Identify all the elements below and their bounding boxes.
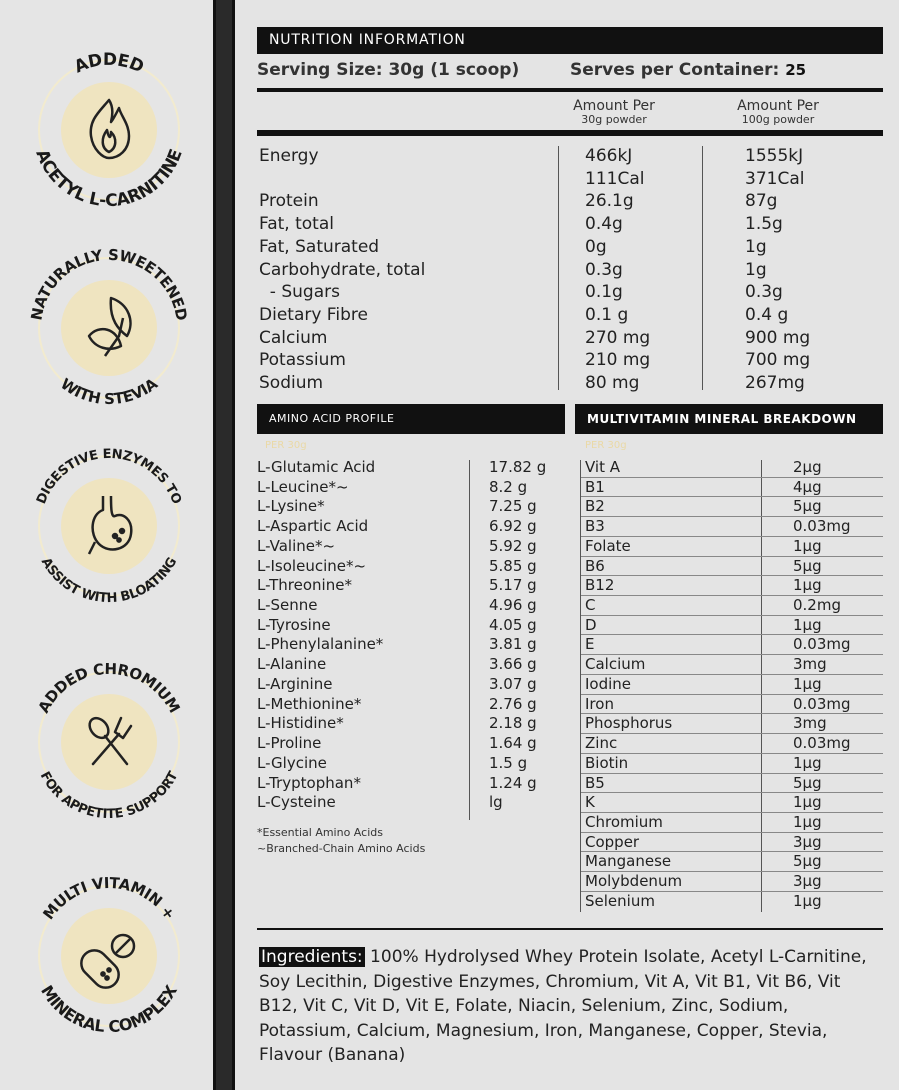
amino-value: lg [489,793,503,812]
nutrition-row [257,145,883,167]
amino-faint-label: PER 30g [265,440,307,451]
amount-30g: 80 mg [585,373,640,393]
row-divider [581,595,883,596]
amount-100g: 371Cal [745,168,805,189]
amino-row [257,457,567,477]
nutrition-title: NUTRITION INFORMATION [257,27,883,54]
amino-name: L-Aspartic Acid [257,517,369,536]
note-essential: *Essential Amino Acids [257,826,383,839]
badge-graphic [19,652,199,832]
row-divider [581,733,883,734]
mv-value: 5µg [793,773,822,792]
amino-value: 5.92 g [489,536,537,555]
amount-100g: 700 mg [745,350,811,371]
mv-value: 3µg [793,832,822,851]
row-divider [581,891,883,892]
multivitamin-row [581,891,883,911]
badge-digestive-enzymes [19,436,199,616]
amino-name: L-Lysine* [257,497,325,516]
nutrient-name: Calcium [259,327,328,348]
ingredients-label: Ingredients: [261,947,363,967]
amino-name: L-Cysteine [257,793,336,812]
mv-value: 1µg [793,674,822,693]
multivitamin-row [581,615,883,635]
mv-value: 2µg [793,458,822,476]
badge-graphic [19,436,199,616]
amount-100g: 1g [745,236,767,257]
col-sub: 100g powder [741,113,815,126]
amino-row [257,634,567,654]
mv-name: Calcium [585,655,646,674]
amino-row [257,615,567,635]
row-divider [581,871,883,872]
mv-value: 1µg [793,615,822,634]
amino-name: L-Tyrosine [257,615,331,634]
amount-100g: 267mg [745,373,805,393]
mv-name: Chromium [585,812,663,831]
amount-30g: 0.1g [585,282,623,303]
row-divider [581,634,883,635]
amount-30g: 466kJ [585,146,633,166]
multivitamin-row [581,773,883,793]
amount-30g: 0.3g [585,259,623,280]
row-divider [581,615,883,616]
mv-name: Vit A [585,458,621,476]
row-divider [581,713,883,714]
nutrition-row [257,281,883,303]
multivitamin-row [581,654,883,674]
amino-value: 2.76 g [489,694,537,713]
mv-name: D [585,615,597,634]
amino-name: L-Threonine* [257,576,352,595]
nutrition-panel [232,0,899,1090]
mv-value: 3mg [793,655,827,674]
nutrient-name: Fat, Saturated [259,236,380,257]
multivitamin-row [581,694,883,714]
amino-value: 1.5 g [489,753,528,772]
amino-value: 2.18 g [489,714,537,733]
multivitamin-row [581,575,883,595]
amino-name: L-Valine*~ [257,536,336,555]
nutrient-name: Fat, total [259,214,334,235]
mv-name: B2 [585,497,605,516]
mv-value: 0.2mg [793,596,841,615]
mv-name: Iodine [585,674,632,693]
row-divider [581,575,883,576]
row-divider [581,851,883,852]
amino-row [257,773,567,793]
amino-name: L-Methionine* [257,694,362,713]
mv-value: 0.03mg [793,734,851,753]
badge-bottom-text: ACETYL L-CARNITINE [31,146,187,212]
amino-row [257,556,567,576]
badge-multivitamin [19,866,199,1046]
serves-value: 25 [785,61,807,79]
mv-value: 3mg [793,714,827,733]
nutrition-row [257,304,883,326]
row-divider [581,516,883,517]
amino-name: L-Proline [257,734,322,753]
mv-faint-label: PER 30g [585,440,627,451]
nutrient-name: Dietary Fibre [259,304,368,325]
amino-value: 3.07 g [489,674,537,693]
multivitamin-row [581,851,883,871]
mv-value: 1µg [793,812,822,831]
mv-name: B6 [585,556,605,575]
mv-value: 0.03mg [793,517,851,536]
nutrient-name: - Sugars [259,282,340,303]
row-divider [581,773,883,774]
col-head-100g [723,100,833,126]
badge-bottom-text: ASSIST WITH BLOATING [37,555,181,607]
mv-value: 1µg [793,576,822,595]
multivitamin-row [581,556,883,576]
amino-value: 7.25 g [489,497,537,516]
amount-100g: 0.3g [745,282,783,303]
amino-row [257,536,567,556]
badge-graphic [19,866,199,1046]
badge-top-text: ADDED [71,49,147,78]
amount-100g: 0.4 g [745,304,789,325]
multivitamin-row [581,634,883,654]
amount-100g: 1555kJ [745,146,804,166]
amino-name: L-Phenylalanine* [257,635,384,654]
col-head-30g [559,100,669,126]
amino-value: 5.85 g [489,556,537,575]
multivitamin-row [581,733,883,753]
multivitamin-row [581,477,883,497]
row-divider [581,654,883,655]
mv-value: 0.03mg [793,635,851,654]
row-divider [581,477,883,478]
ingredients-block [259,945,883,1068]
badge-top-text: DIGESTIVE ENZYMES TO [34,446,184,507]
mv-value: 5µg [793,556,822,575]
amino-row [257,694,567,714]
badge-graphic [19,40,199,220]
mv-name: B1 [585,477,605,496]
mv-value: 1µg [793,891,822,910]
amino-value: 5.17 g [489,576,537,595]
amino-name: L-Histidine* [257,714,344,733]
multivitamin-row [581,674,883,694]
amino-row [257,477,567,497]
serves-label: Serves per Container: [570,60,780,80]
mv-name: Copper [585,832,640,851]
amount-100g: 87g [745,191,778,212]
divider [257,928,883,930]
nutrient-name: Carbohydrate, total [259,259,426,280]
badge-bottom-text: WITH STEVIA [57,374,161,409]
nutrition-row [257,327,883,349]
badge-graphic [19,238,199,418]
col-title: Amount Per [573,98,655,114]
multivitamin-row [581,496,883,516]
row-divider [581,694,883,695]
amino-name: L-Glycine [257,753,327,772]
nutrition-row [257,349,883,371]
nutrient-name: Sodium [259,373,324,393]
multivitamin-row [581,536,883,556]
row-divider [581,536,883,537]
multivitamin-row [581,516,883,536]
multivitamin-row [581,871,883,891]
amino-value: 1.64 g [489,734,537,753]
amino-value: 17.82 g [489,458,547,476]
mv-value: 4µg [793,477,822,496]
nutrition-row [257,168,883,190]
mv-name: E [585,635,595,654]
col-sub: 30g powder [581,113,647,126]
ingredients-text: 100% Hydrolysed Whey Protein Isolate, Acetyl L-Carnitine, Soy Lecithin, Digestive Enzymes, Chromium, Vit A, Vit B1, Vit B6, Vit B12, Vit C, Vit D, Vit E, Folate, Niacin, Selenium, Zinc, Sodium, Potassium, Calcium, Magnesium, Iron, Manganese, Copper, Stevia, Flavour (Banana) [259,947,867,1065]
serving-size: Serving Size: 30g (1 scoop) [257,60,520,80]
amount-30g: 0.4g [585,214,623,235]
multivitamin-row [581,595,883,615]
nutrition-row [257,190,883,212]
amino-row [257,792,567,812]
badge-bottom-text: FOR APPETITE SUPPORT [36,769,182,823]
multivitamin-row [581,457,883,477]
multivitamin-row [581,792,883,812]
serving-info [257,60,883,80]
mv-name: B5 [585,773,605,792]
multivitamin-row [581,812,883,832]
amino-value: 1.24 g [489,773,537,792]
amount-30g: 0g [585,236,607,257]
multivitamin-row [581,713,883,733]
nutrition-row [257,213,883,235]
multivitamin-title: MULTIVITAMIN MINERAL BREAKDOWN [575,404,883,434]
mv-name: Iron [585,694,614,713]
amino-value: 3.66 g [489,655,537,674]
nutrient-name: Protein [259,191,319,212]
amount-30g: 210 mg [585,350,651,371]
row-divider [581,832,883,833]
badge-acetyl-carnitine [19,40,199,220]
amount-30g: 26.1g [585,191,634,212]
mv-name: Biotin [585,753,629,772]
amount-30g: 111Cal [585,168,645,189]
amino-name: L-Isoleucine*~ [257,556,367,575]
amino-name: L-Alanine [257,655,327,674]
nutrient-name: Energy [259,146,319,166]
amount-30g: 270 mg [585,327,651,348]
badge-top-text: ADDED CHROMIUM [34,659,184,716]
mv-value: 1µg [793,793,822,812]
mv-name: Molybdenum [585,872,683,891]
mv-name: C [585,596,596,615]
nutrition-row [257,236,883,258]
mv-name: Zinc [585,734,618,753]
amino-value: 8.2 g [489,477,528,496]
amino-value: 4.96 g [489,596,537,615]
mv-name: Selenium [585,891,655,910]
amount-100g: 1.5g [745,214,783,235]
amino-row [257,496,567,516]
mv-value: 5µg [793,497,822,516]
badge-panel [0,0,216,1090]
amino-row [257,654,567,674]
row-divider [581,753,883,754]
amino-name: L-Senne [257,596,318,615]
mv-name: B12 [585,576,615,595]
amino-row [257,753,567,773]
amount-100g: 1g [745,259,767,280]
mv-name: B3 [585,517,605,536]
amino-title: AMINO ACID PROFILE [257,404,565,434]
amino-row [257,575,567,595]
nutrition-row [257,372,883,394]
serves-per-container [570,60,806,80]
nutrient-name: Potassium [259,350,346,371]
note-bcaa: ~Branched-Chain Amino Acids [257,842,426,855]
multivitamin-row [581,832,883,852]
divider [257,130,883,136]
col-title: Amount Per [737,98,819,114]
amino-row [257,713,567,733]
row-divider [581,496,883,497]
amino-name: L-Leucine*~ [257,477,349,496]
amino-row [257,595,567,615]
divider [257,88,883,92]
mv-value: 1µg [793,753,822,772]
mv-value: 0.03mg [793,694,851,713]
nutrition-row [257,259,883,281]
mv-name: Phosphorus [585,714,673,733]
mv-value: 1µg [793,536,822,555]
mv-name: Manganese [585,852,672,871]
badge-top-text: NATURALLY SWEETENED [27,245,191,322]
mv-name: K [585,793,595,812]
badge-bottom-text: MINERAL COMPLEX [37,981,181,1037]
badge-top-text: MULTI VITAMIN + [39,873,179,924]
amino-name: L-Tryptophan* [257,773,361,792]
amount-100g: 900 mg [745,327,811,348]
amino-name: L-Arginine [257,674,333,693]
row-divider [581,556,883,557]
amino-value: 4.05 g [489,615,537,634]
amino-row [257,516,567,536]
amino-name: L-Glutamic Acid [257,458,376,476]
amino-row [257,733,567,753]
badge-stevia [19,238,199,418]
amount-30g: 0.1 g [585,304,629,325]
row-divider [581,792,883,793]
mv-name: Folate [585,536,631,555]
mv-value: 3µg [793,872,822,891]
amino-row [257,674,567,694]
row-divider [581,812,883,813]
mv-value: 5µg [793,852,822,871]
badge-chromium [19,652,199,832]
amino-value: 6.92 g [489,517,537,536]
amino-value: 3.81 g [489,635,537,654]
row-divider [581,674,883,675]
multivitamin-row [581,753,883,773]
